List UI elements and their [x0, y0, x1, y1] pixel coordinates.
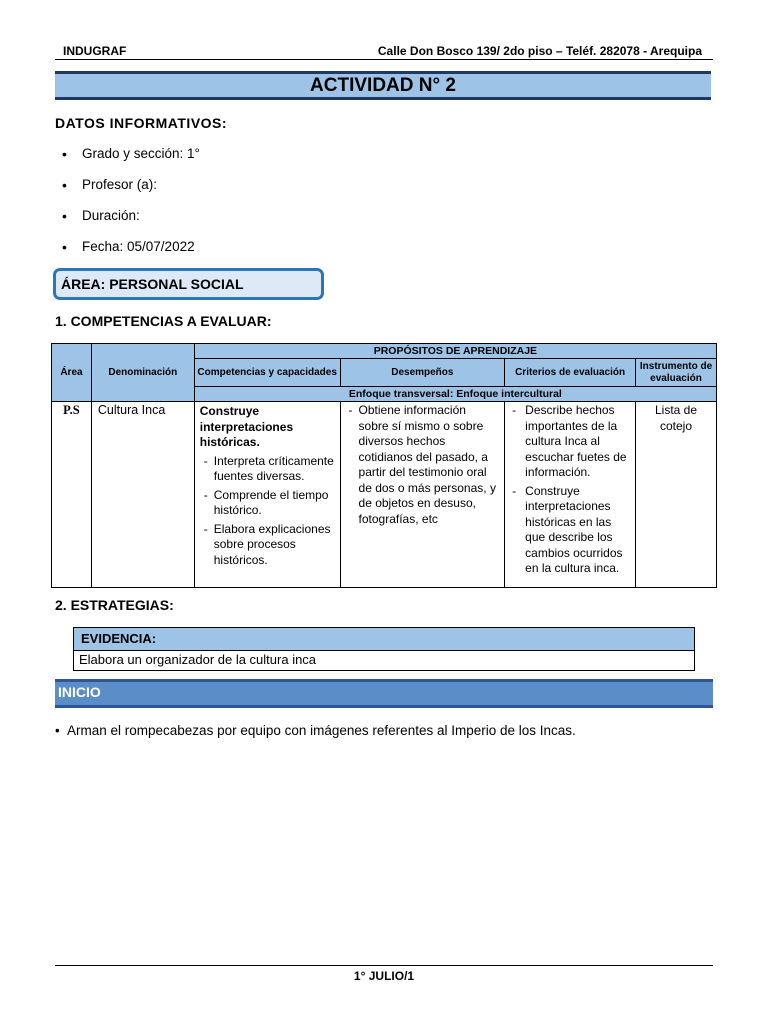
row-criterios — [505, 402, 636, 588]
capacidad-item: - Comprende el tiempo histórico. — [200, 488, 337, 519]
footer-divider — [55, 965, 713, 966]
section-competencias-heading: 1. COMPETENCIAS A EVALUAR: — [55, 313, 272, 329]
section-estrategias-heading: 2. ESTRATEGIAS: — [55, 597, 174, 613]
inicio-bar — [55, 679, 713, 708]
desempeno-item: - Obtiene información sobre sí mismo o sobre diversos hechos cotidianos del pasado, a partir del testimonio oral de dos o más personas, y de objetos en desuso, fotografías, etc — [345, 403, 499, 527]
row-area: P.S — [52, 402, 92, 588]
footer-text: 1° JULIO/1 — [353, 969, 415, 983]
bullet-icon: • — [55, 723, 60, 738]
header-area: Área — [52, 344, 92, 402]
row-competencias — [194, 402, 340, 588]
header-propositos: PROPÓSITOS DE APRENDIZAJE — [194, 344, 716, 359]
datos-list — [60, 140, 200, 264]
evidencia-label: EVIDENCIA: — [74, 628, 694, 651]
enfoque-transversal: Enfoque transversal: Enfoque intercultural — [194, 387, 716, 402]
header-competencias: Competencias y capacidades — [194, 359, 340, 387]
header-right: Calle Don Bosco 139/ 2do piso – Teléf. 282078 - Arequipa — [377, 44, 702, 58]
competencias-table — [51, 343, 717, 588]
header-criterios: Criterios de evaluación — [505, 359, 636, 387]
datos-item: • Grado y sección: 1° — [60, 140, 200, 171]
competencia-title: Construye interpretaciones históricas. — [199, 404, 294, 449]
inicio-item — [55, 723, 576, 738]
page-title: ACTIVIDAD N° 2 — [310, 75, 456, 96]
inicio-label: INICIO — [58, 684, 101, 700]
row-desempeno — [340, 402, 505, 588]
row-denominacion: Cultura Inca — [91, 402, 194, 588]
header-denominacion: Denominación — [91, 344, 194, 402]
capacidad-item: - Interpreta críticamente fuentes diversas. — [200, 454, 337, 485]
datos-item: • Duración: — [60, 202, 200, 233]
datos-heading: DATOS INFORMATIVOS: — [55, 115, 228, 131]
header-instrumento: Instrumento de evaluación — [636, 359, 717, 387]
capacidad-item: - Elabora explicaciones sobre procesos históricos. — [200, 522, 337, 569]
title-bar — [55, 71, 711, 100]
inicio-item-text: Arman el rompecabezas por equipo con imágenes referentes al Imperio de los Incas. — [67, 723, 576, 738]
evidencia-text: Elabora un organizador de la cultura inca — [79, 652, 317, 667]
area-box — [53, 268, 324, 300]
row-instrumento: Lista de cotejo — [636, 402, 717, 588]
criterio-item: - Construye interpretaciones históricas en las que describe los cambios ocurridos en la cultura inca. — [507, 484, 631, 577]
criterio-item: - Describe hechos importantes de la cultura Inca al escuchar fuetes de información. — [507, 403, 631, 481]
evidencia-box — [73, 627, 695, 671]
area-label: ÁREA: PERSONAL SOCIAL — [61, 276, 244, 292]
header-divider — [55, 59, 713, 60]
header-left: INDUGRAF — [63, 44, 127, 58]
datos-item: • Fecha: 05/07/2022 — [60, 233, 200, 264]
header-desempenos: Desempeños — [340, 359, 505, 387]
datos-item: • Profesor (a): — [60, 171, 200, 202]
